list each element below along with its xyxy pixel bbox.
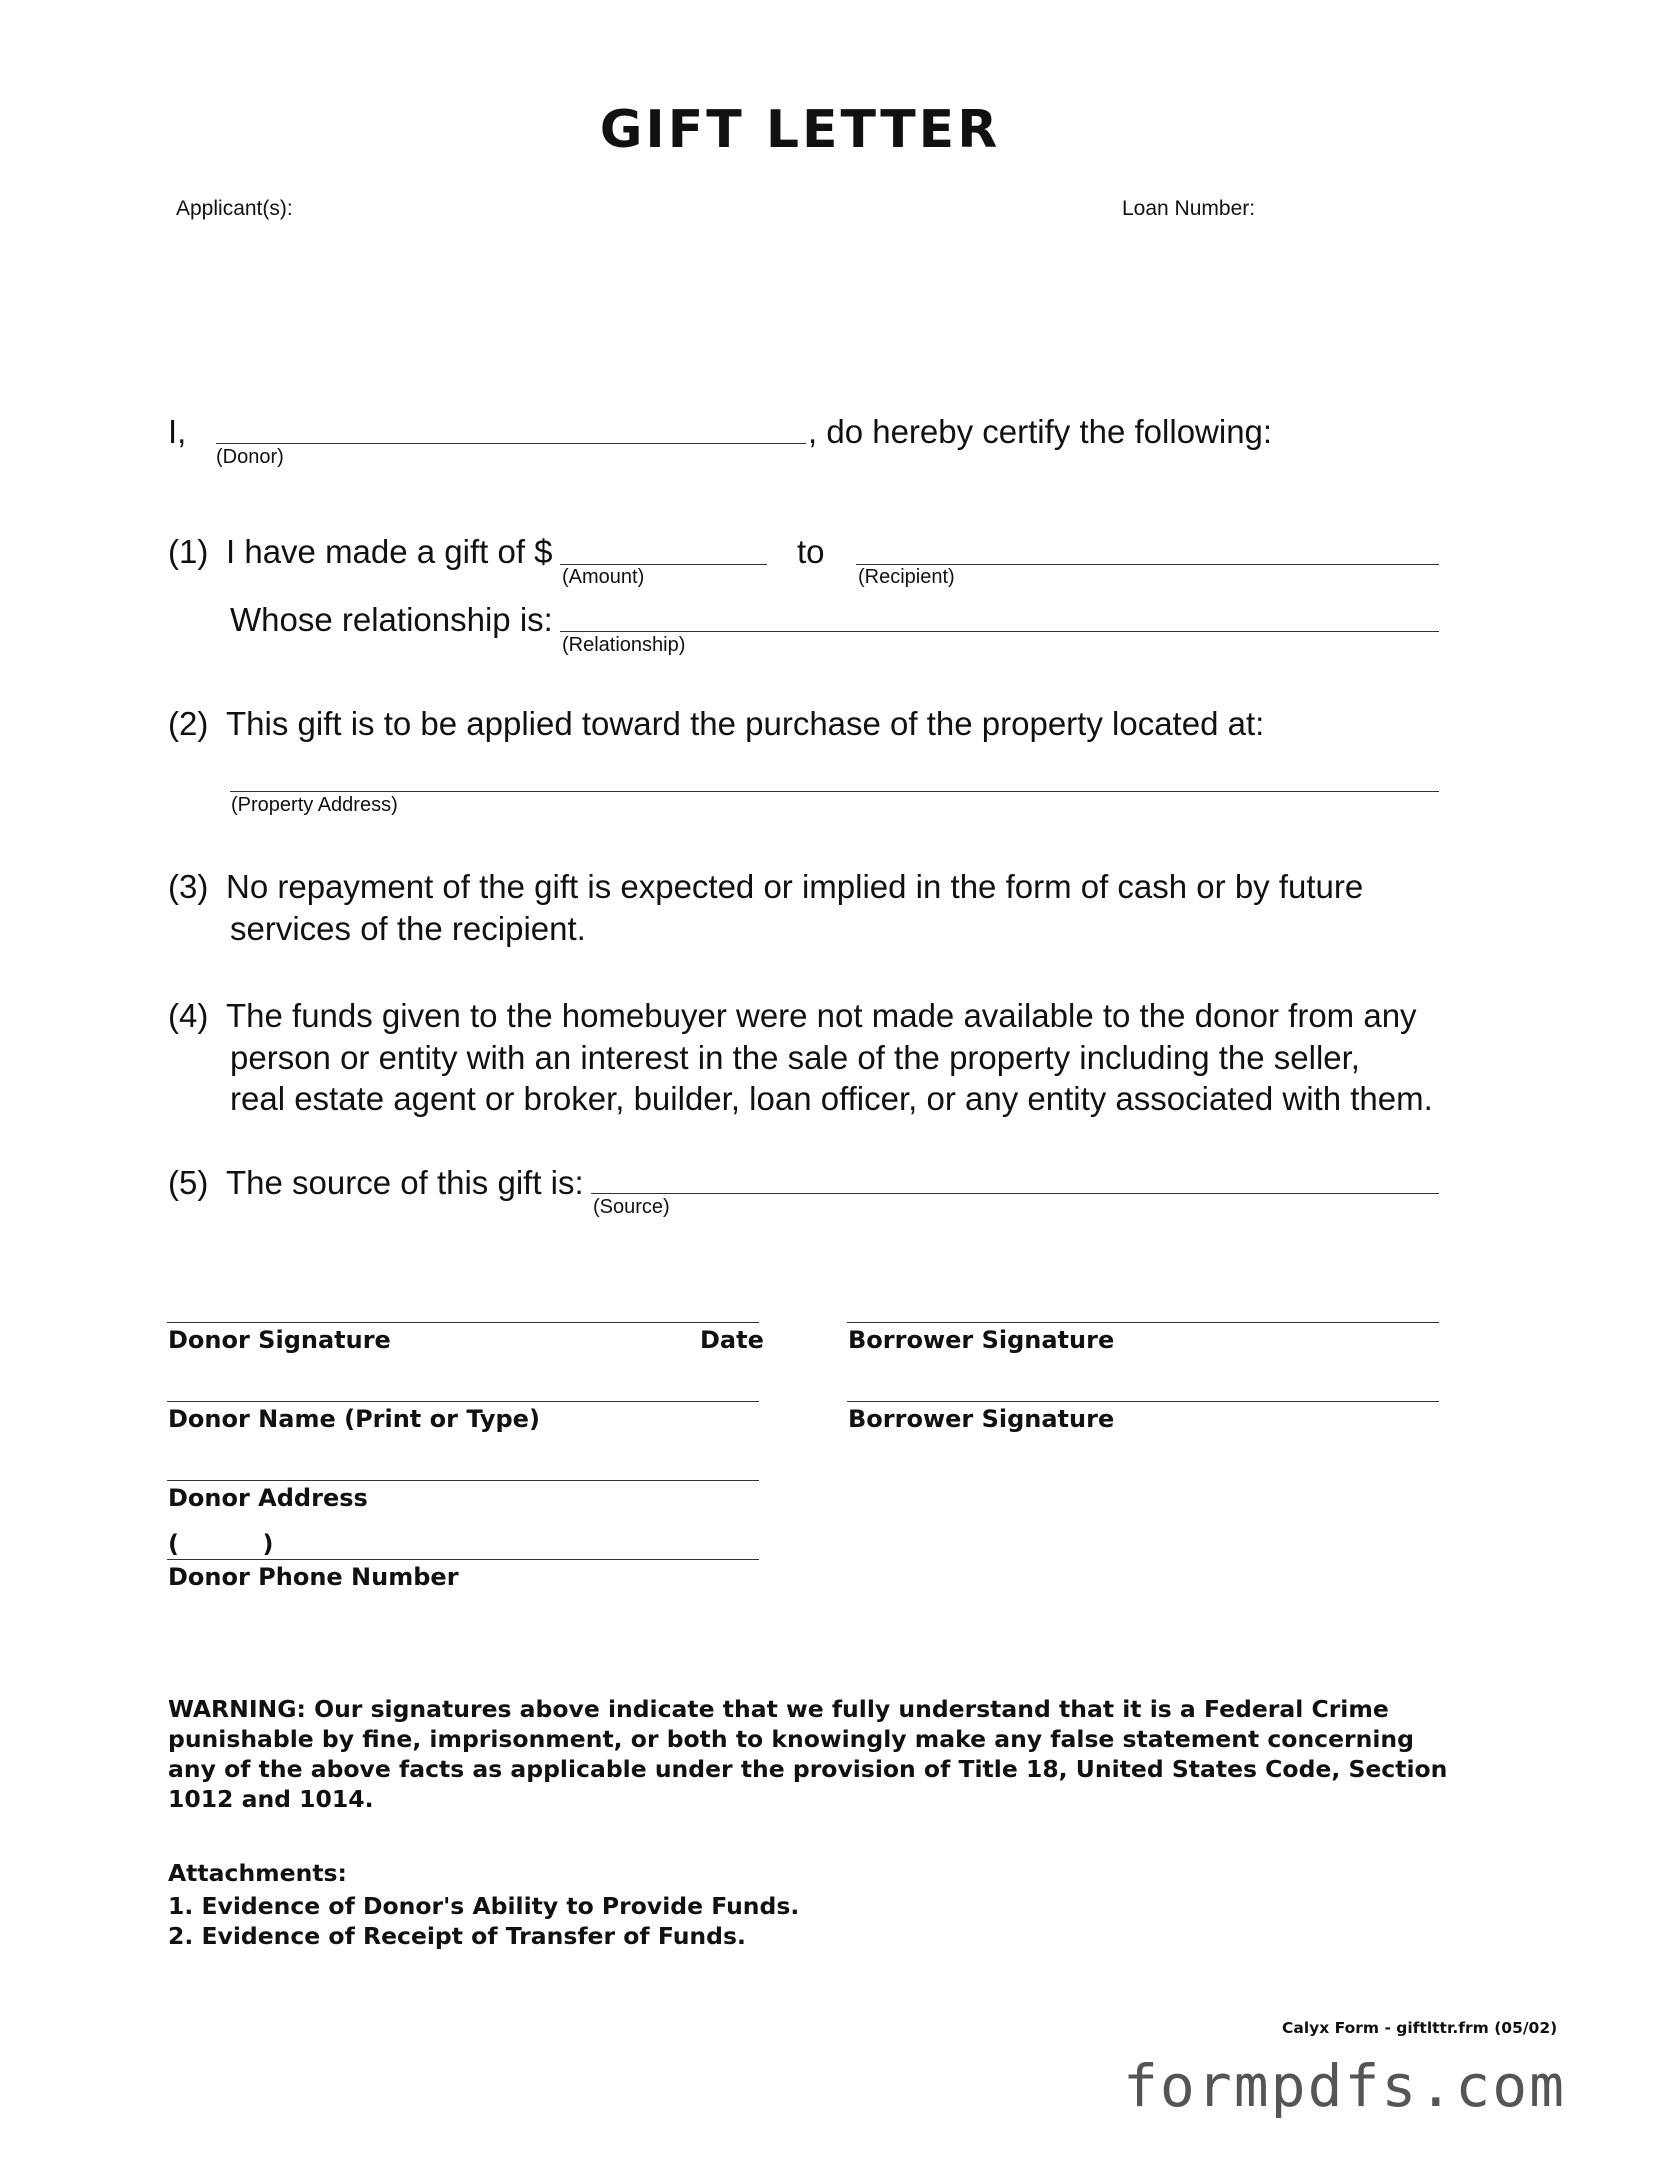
item5-text: The source of this gift is: xyxy=(226,1164,584,1201)
donor-field[interactable] xyxy=(216,443,806,444)
source-field[interactable] xyxy=(591,1193,1439,1194)
amount-caption: (Amount) xyxy=(562,566,645,588)
item3-line1: No repayment of the gift is expected or implied in the form of cash or by future xyxy=(226,868,1364,905)
date-label: Date xyxy=(700,1326,764,1354)
item3-number: (3) xyxy=(168,868,209,905)
donor-phone-field[interactable] xyxy=(167,1559,759,1560)
item1-text: I have made a gift of $ xyxy=(226,533,553,570)
donor-caption: (Donor) xyxy=(216,446,284,468)
item3-line2: services of the recipient. xyxy=(230,910,586,947)
item5-number: (5) xyxy=(168,1164,209,1201)
item1-to: to xyxy=(797,533,825,570)
item4-line3: real estate agent or broker, builder, loan officer, or any entity associated with them. xyxy=(230,1080,1433,1117)
form-footer: Calyx Form - giftlttr.frm (05/02) xyxy=(1282,2019,1558,2037)
recipient-field[interactable] xyxy=(856,564,1439,565)
borrower-signature-label-1: Borrower Signature xyxy=(848,1326,1115,1354)
page-title: GIFT LETTER xyxy=(599,100,1001,160)
item2-text: This gift is to be applied toward the purchase of the property located at: xyxy=(226,705,1265,742)
relationship-caption: (Relationship) xyxy=(562,634,686,656)
attachment-item-2: 2. Evidence of Receipt of Transfer of Funds. xyxy=(168,1922,746,1950)
source-caption: (Source) xyxy=(593,1196,670,1218)
intro-lead: I, xyxy=(168,413,187,450)
intro-tail: , do hereby certify the following: xyxy=(808,413,1273,450)
borrower-signature-field-2[interactable] xyxy=(847,1401,1439,1402)
attachments-heading: Attachments: xyxy=(168,1859,347,1887)
item4-number: (4) xyxy=(168,997,209,1034)
loan-number-label: Loan Number: xyxy=(1122,197,1256,220)
donor-phone-label: Donor Phone Number xyxy=(168,1563,459,1591)
warning-text: WARNING: Our signatures above indicate that we fully understand that it is a Federal Crime punishable by fine, imprisonment, or both to knowingly make any false statement concerning any of the above facts as applicable under the provision of Title 18, United States Code, Section 1012 and 1014. xyxy=(168,1695,1448,1813)
attachment-item-1: 1. Evidence of Donor's Ability to Provide Funds. xyxy=(168,1892,800,1920)
donor-signature-label: Donor Signature xyxy=(168,1326,391,1354)
property-address-field[interactable] xyxy=(230,791,1439,792)
item4-line2: person or entity with an interest in the sale of the property including the seller, xyxy=(230,1039,1360,1076)
donor-address-field[interactable] xyxy=(167,1480,759,1481)
item2-number: (2) xyxy=(168,705,209,742)
item4-line1: The funds given to the homebuyer were not made available to the donor from any xyxy=(226,997,1417,1034)
donor-address-label: Donor Address xyxy=(168,1484,368,1512)
donor-name-field[interactable] xyxy=(167,1401,759,1402)
relationship-field[interactable] xyxy=(560,631,1439,632)
item1-number: (1) xyxy=(168,533,209,570)
phone-area-code: ( ) xyxy=(168,1530,274,1558)
relationship-text: Whose relationship is: xyxy=(230,601,553,638)
amount-field[interactable] xyxy=(560,564,767,565)
recipient-caption: (Recipient) xyxy=(858,566,955,588)
borrower-signature-label-2: Borrower Signature xyxy=(848,1405,1115,1433)
donor-signature-field[interactable] xyxy=(167,1322,759,1323)
watermark: formpdfs.com xyxy=(1123,2052,1567,2120)
donor-name-label: Donor Name (Print or Type) xyxy=(168,1405,540,1433)
applicants-label: Applicant(s): xyxy=(176,197,293,220)
borrower-signature-field-1[interactable] xyxy=(847,1322,1439,1323)
property-address-caption: (Property Address) xyxy=(231,794,398,816)
